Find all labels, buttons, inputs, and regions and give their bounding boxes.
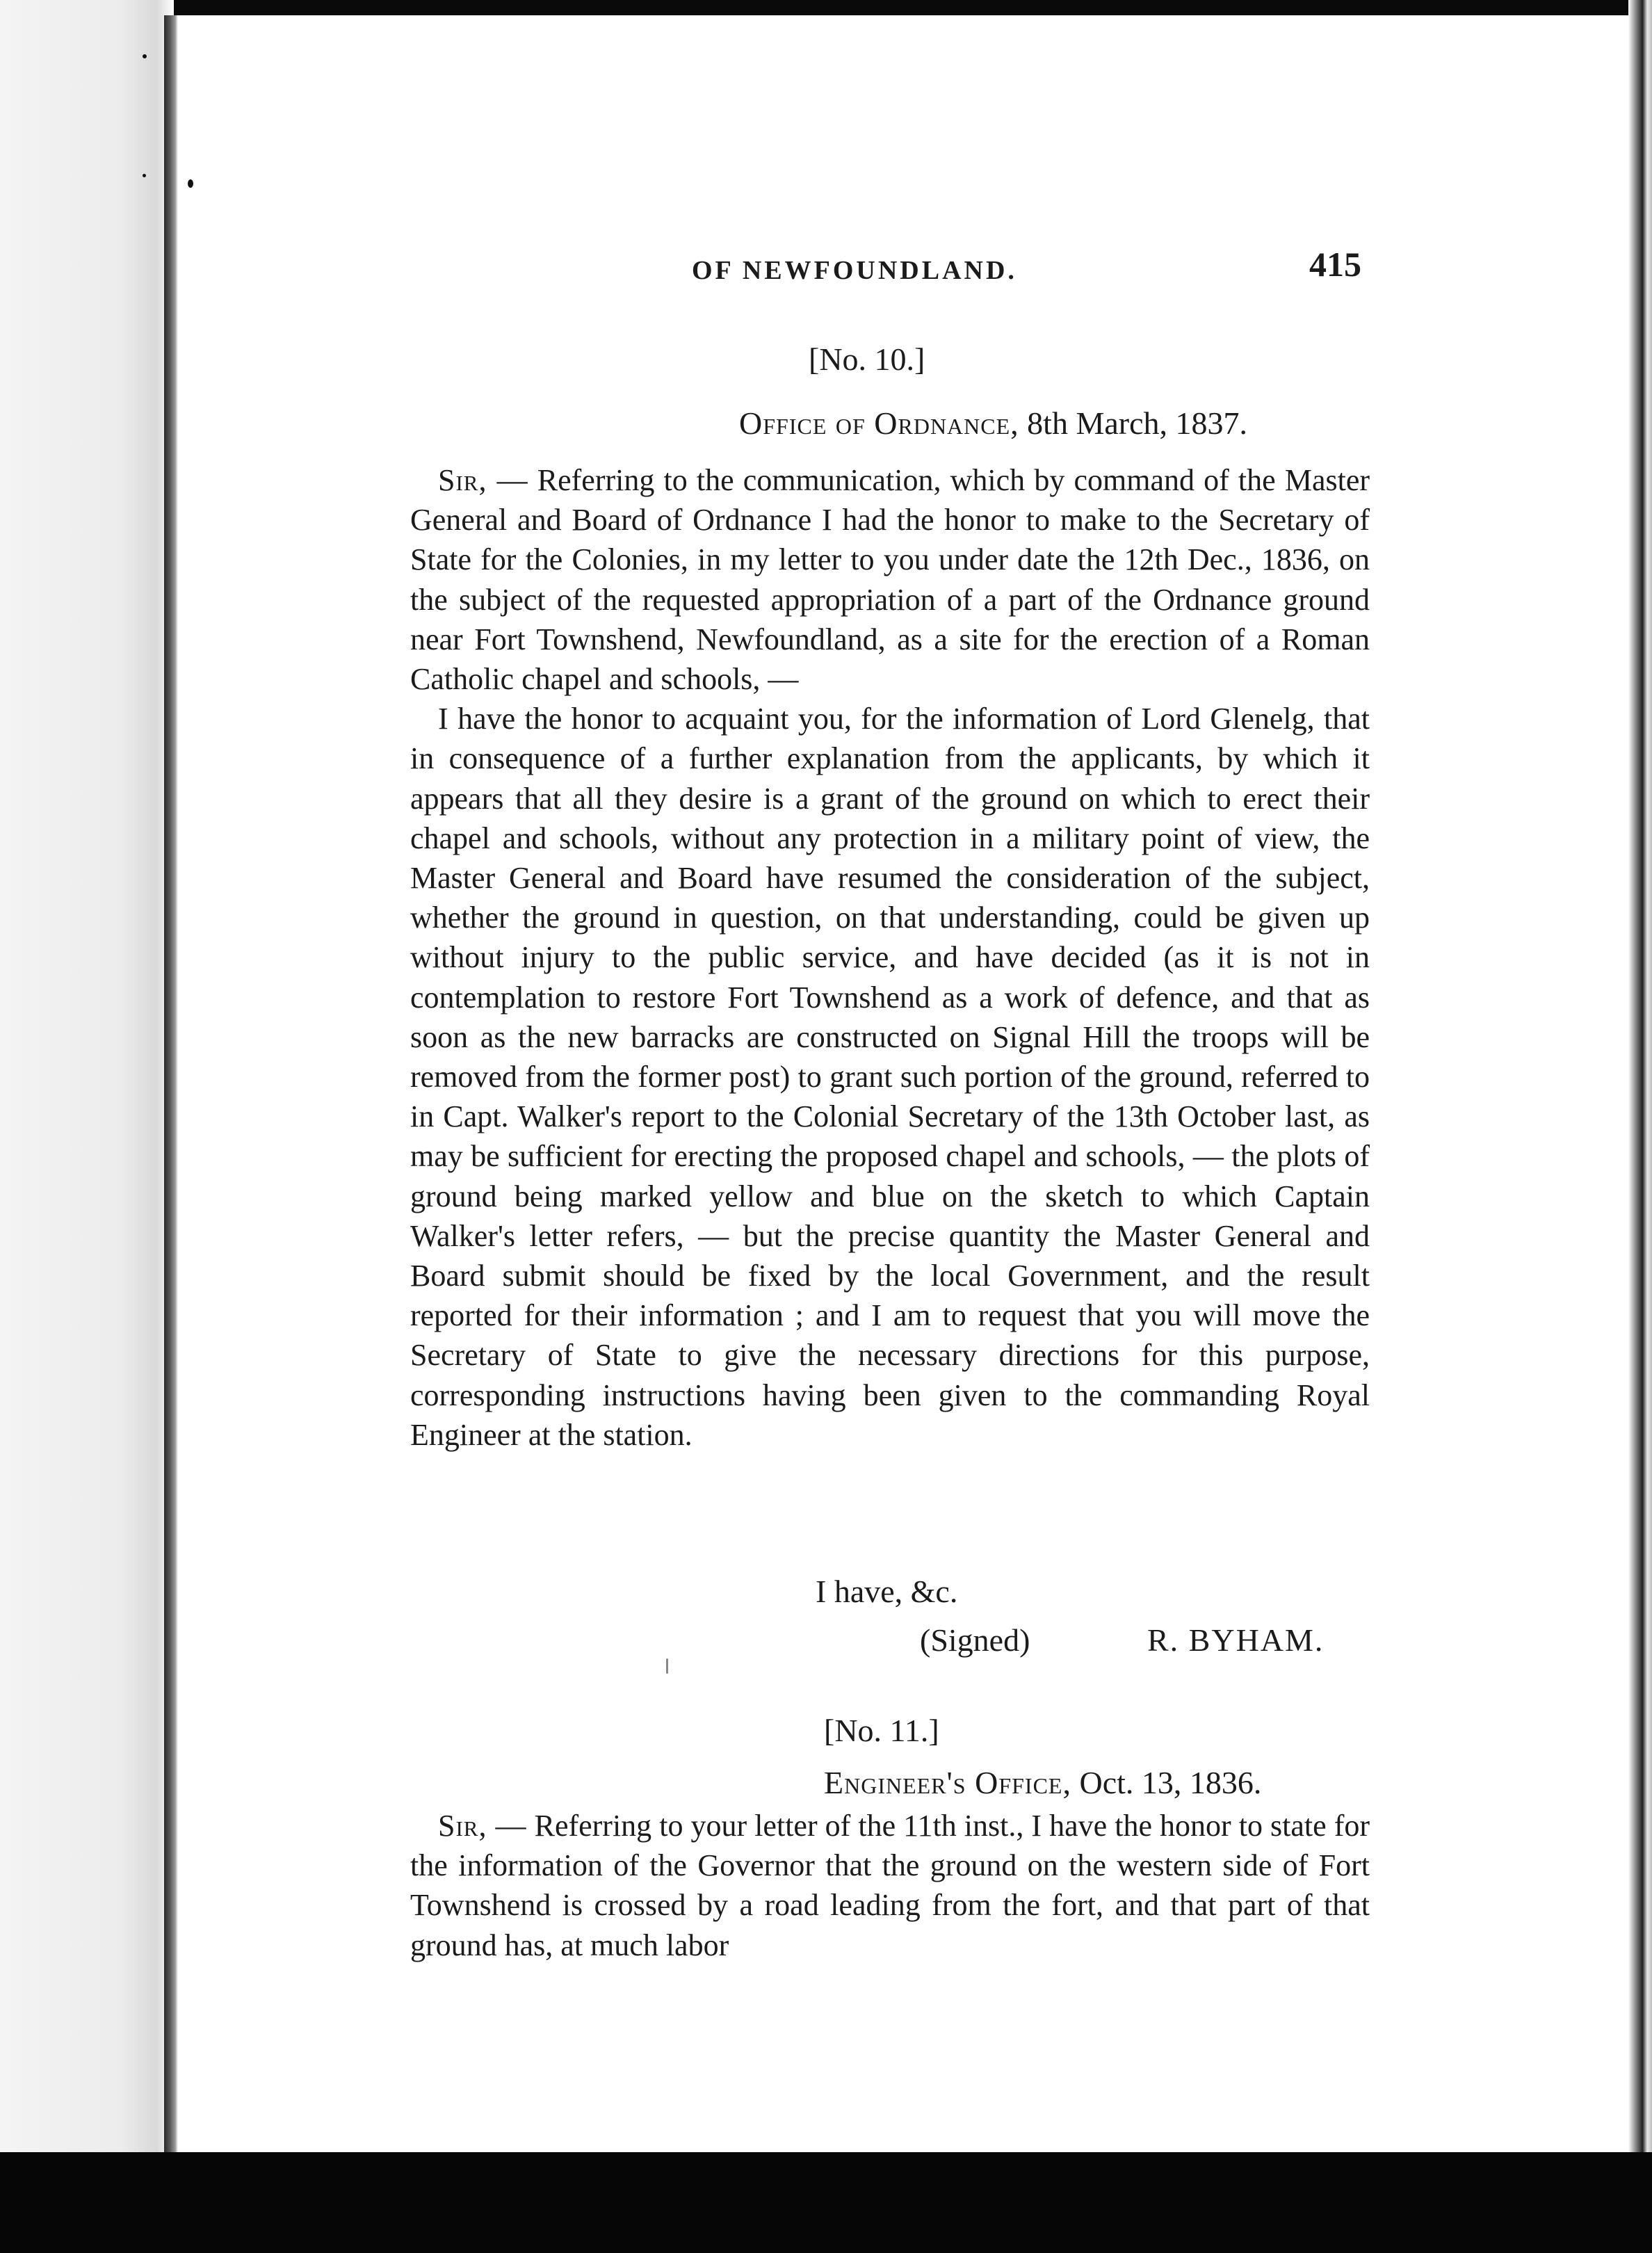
letter-11-date: Oct. 13, 1836. xyxy=(1079,1765,1262,1800)
scan-speck xyxy=(143,174,146,177)
letter-10-office: Office of Ordnance, xyxy=(739,405,1019,441)
scan-speck xyxy=(143,54,147,58)
letter-11-dateline xyxy=(824,1764,1261,1801)
letter-11-body xyxy=(410,1806,1370,1965)
scan-bottom-border xyxy=(0,2152,1652,2253)
letter-10-paragraph-1-text: Referring to the communication, which by command of the Master General and Board of Ordnance I had the honor to make to the Secretary of State for the Colonies, in my letter to you under date the 12th Dec., 1836, on the subject of the requested appropriation of a part of the Ordnance ground near Fort Townshend, Newfoundland, as a site for the erection of a Roman Catholic chapel and schools, — xyxy=(410,463,1370,697)
page-header xyxy=(177,241,1628,283)
letter-10-closing: I have, &c. xyxy=(816,1574,958,1609)
letter-10-paragraph-2: I have the honor to acquaint you, for the information of Lord Glenelg, that in consequence of a further explanation from the applicants, by which it appears that all they desire is a grant of the ground on which to erect their chapel and schools, without any protection in a military point of view, the Master General and Board have resumed the consideration of the subject, whether the ground in question, on that understanding, could be given up without injury to the public service, and have decided (as it is not in contemplation to restore Fort Townshend as a work of defence, and that as soon as the new barracks are constructed on Signal Hill the troops will be removed from the former post) to grant such portion of the ground, referred to in Capt. Walker's report to the Colonial Secretary of the 13th October last, as may be sufficient for erecting the proposed chapel and schools, — the plots of ground being marked yellow and blue on the sketch to which Captain Walker's letter refers, — but the precise quantity the Master General and Board submit should be fixed by the local Government, and the result reported for their information ; and I am to request that you will move the Secretary of State to give the necessary directions for this purpose, corresponding instructions having been given to the commanding Royal Engineer at the station. xyxy=(410,702,1370,1452)
letter-11-salutation: Sir, — xyxy=(438,1809,527,1843)
letter-10-date: 8th March, 1837. xyxy=(1027,405,1248,441)
letter-11-office: Engineer's Office, xyxy=(824,1765,1071,1800)
letter-10-salutation: Sir, — xyxy=(438,463,528,497)
letter-10-body xyxy=(410,460,1370,1455)
letter-10-number: [No. 10.] xyxy=(809,341,925,377)
letter-11-number: [No. 11.] xyxy=(824,1713,939,1748)
facing-page-edge xyxy=(0,0,174,2152)
letter-11-paragraph-1 xyxy=(410,1806,1370,1965)
scan-top-border xyxy=(0,0,1652,15)
running-head: OF NEWFOUNDLAND. xyxy=(692,256,1017,285)
letter-11-paragraph-1-text: Referring to your letter of the 11th inst., I have the honor to state for the information of the Governor that the ground on the western side of Fort Townshend is crossed by a road leading from the fort, and that part of that ground has, at much labor xyxy=(410,1809,1370,1962)
letter-10-signature: R. BYHAM. xyxy=(1147,1622,1325,1658)
page-right-edge xyxy=(1628,0,1652,2152)
page-number: 415 xyxy=(1309,245,1361,284)
book-spine-shadow xyxy=(164,15,178,2152)
letter-10-paragraph-1 xyxy=(410,460,1370,699)
letter-10-dateline xyxy=(739,405,1247,442)
letter-10-signed: (Signed) xyxy=(920,1622,1030,1658)
book-page xyxy=(177,15,1628,2152)
